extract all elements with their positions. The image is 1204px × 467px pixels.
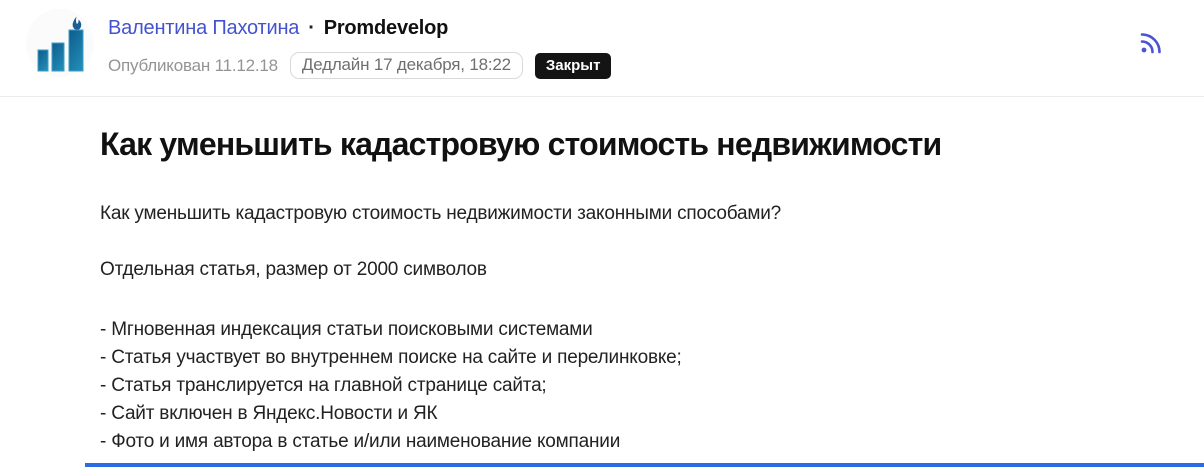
author-row (108, 17, 448, 40)
list-item: - Сайт включен в Яндекс.Новости и ЯК (100, 403, 438, 424)
company-name: Promdevelop (323, 17, 449, 39)
task-title: Как уменьшить кадастровую стоимость недвижимости (100, 126, 942, 162)
bar-chart-flame-logo-icon (31, 13, 89, 73)
next-section-top-edge (85, 463, 1204, 467)
list-item: - Фото и имя автора в статье и/или наименование компании (100, 431, 621, 452)
deadline-badge: Дедлайн 17 декабря, 18:22 (290, 52, 523, 79)
rss-icon (1139, 31, 1163, 55)
status-badge: Закрыт (535, 53, 612, 79)
company-avatar[interactable] (26, 9, 94, 77)
task-description-line: Как уменьшить кадастровую стоимость недвижимости законными способами? (100, 203, 781, 224)
task-description-line: Отдельная статья, размер от 2000 символов (100, 259, 487, 280)
list-item: - Статья участвует во внутреннем поиске на сайте и перелинковке; (100, 347, 682, 368)
task-meta-row (108, 52, 611, 79)
task-body (0, 126, 1204, 456)
list-item: - Мгновенная индексация статьи поисковыми системами (100, 319, 593, 340)
task-benefits-list (100, 316, 1104, 456)
published-date: Опубликован 11.12.18 (108, 55, 278, 75)
author-link[interactable]: Валентина Пахотина (108, 17, 300, 39)
author-company-separator: · (308, 17, 315, 39)
list-item: - Статья транслируется на главной странице сайта; (100, 375, 547, 396)
task-header (0, 0, 1204, 97)
rss-subscribe-button[interactable] (1138, 30, 1164, 56)
